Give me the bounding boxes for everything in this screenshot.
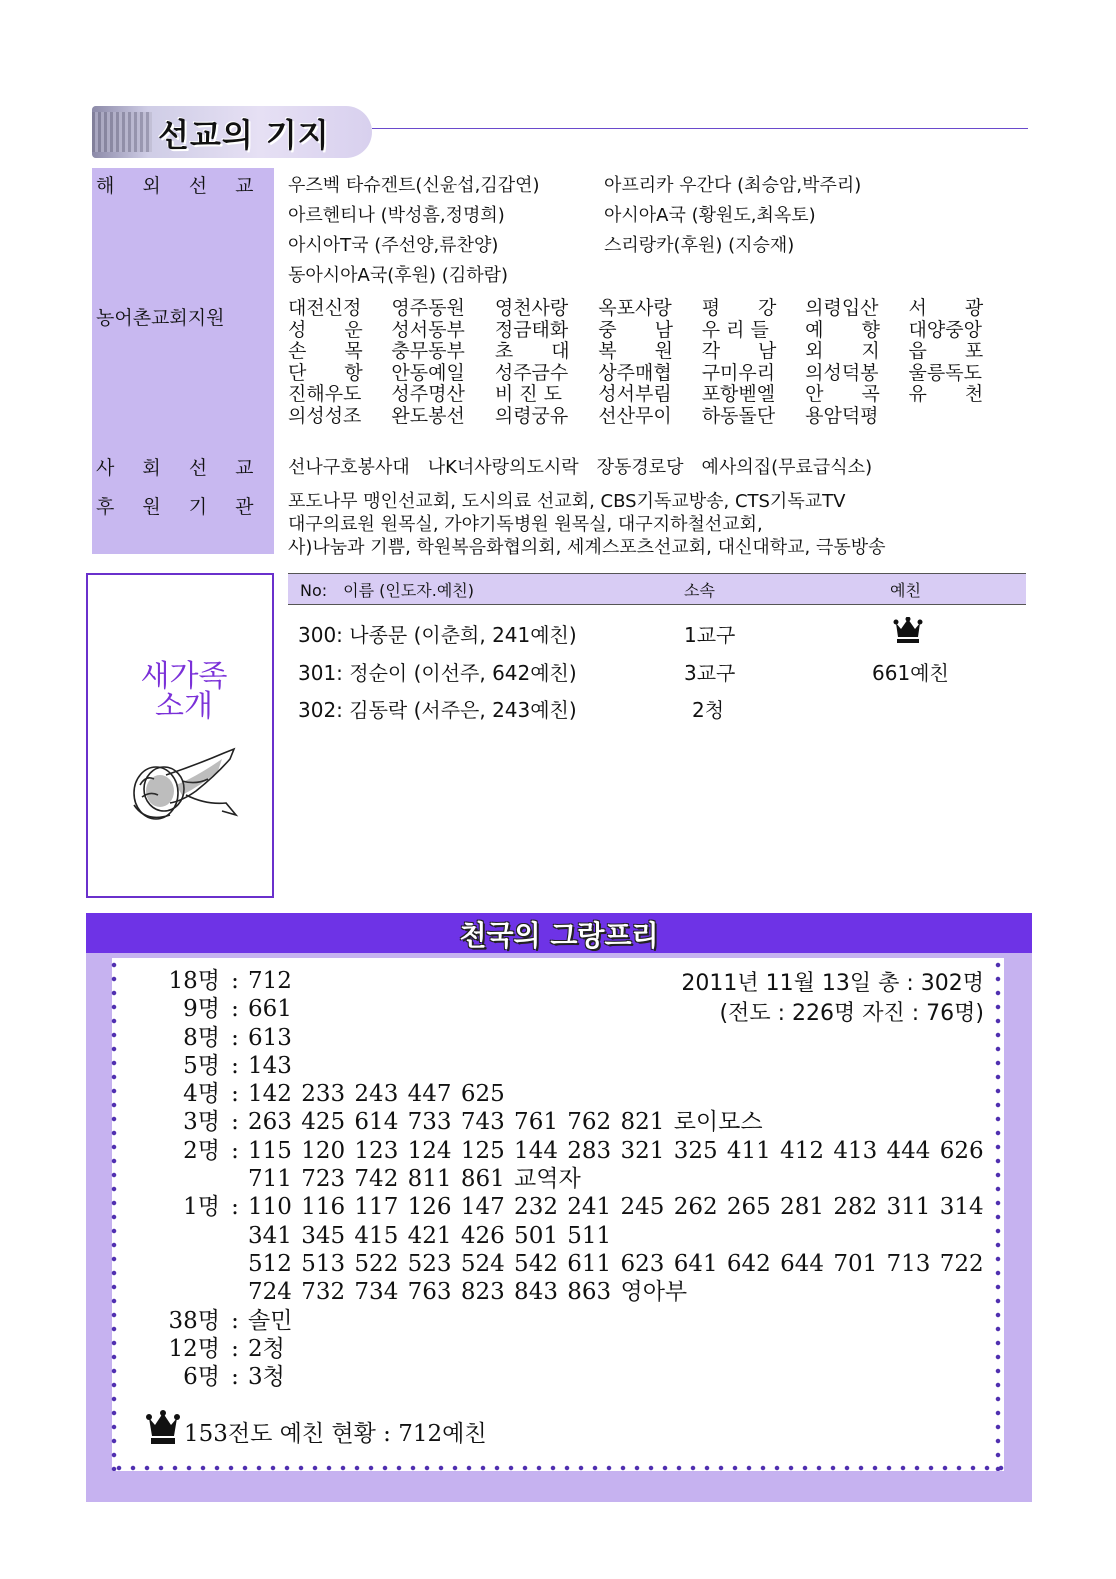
label-support: 후 원 기 관 [96,496,254,518]
grand-prix-line [158,1137,984,1165]
crown-icon [893,617,923,645]
support-line: 대구의료원 원목실, 가야기독병원 원목실, 대구지하철선교회, [288,514,763,535]
new-family-row-group: 3교구 [684,661,736,685]
rural-church-name: 영주동원 [391,297,465,319]
page-title: 선교의 기지 [158,116,330,154]
grand-prix-separator: : [231,1109,239,1136]
grand-prix-count: 12명 [168,1335,220,1362]
rural-row [288,406,1012,428]
rural-row [288,384,1012,406]
rural-church-name: 상주매협 [598,361,672,384]
grand-prix-values: 솔민 [248,1307,293,1334]
grand-prix-line [158,1250,984,1278]
overseas-item: 우즈벡 타슈겐트(신윤섭,김갑연) [288,175,540,196]
dotted-border-bottom [112,1464,1004,1472]
grand-prix-count: 8명 [183,1024,220,1051]
dotted-border-left [110,958,118,1471]
rural-church-name: 우 리 들 [701,318,769,341]
rural-church-grid [288,298,1012,428]
rural-church-name: 평 강 [701,297,777,319]
grand-prix-values: 3청 [248,1364,285,1391]
support-line: 사)나눔과 기쁨, 학원복음화협의회, 세계스포츠선교회, 대신대학교, 극동방송 [288,537,886,558]
rural-row [288,363,1012,385]
grand-prix-separator: : [231,1307,239,1334]
grand-prix-line [158,1193,984,1221]
rural-church-name: 완도봉선 [391,404,465,427]
grand-prix-count: 1명 [183,1194,220,1221]
grand-prix-line [158,1307,984,1335]
grand-prix-count: 38명 [168,1307,220,1334]
rural-church-name: 충무동부 [391,340,465,363]
rural-church-name: 성주금수 [494,361,569,384]
rural-church-name: 유 천 [908,383,984,406]
grand-prix-line [158,1108,984,1136]
grand-prix-separator: : [231,1052,239,1079]
label-social: 사 회 선 교 [96,457,254,479]
grand-prix-date-total: 2011년 11월 13일 총 : 302명 [681,971,984,996]
rural-church-name: 성서부림 [598,383,672,406]
overseas-item: 아프리카 우간다 (최승암,박주리) [604,175,862,196]
grand-prix-list [158,967,984,1391]
rural-church-name: 포항벧엘 [701,383,776,406]
grand-prix-line [158,967,984,995]
rural-church-name: 대전신정 [288,297,362,319]
rural-church-name: 의령입산 [805,297,879,319]
bread-and-fish-icon [126,745,242,827]
grand-prix-values: 263 425 614 733 743 761 762 821 로이모스 [248,1109,763,1136]
overseas-item: 동아시아A국(후원) (김하람) [288,265,509,286]
grand-prix-separator: : [231,1081,239,1108]
social-mission-text: 선나구호봉사대 나K너사랑의도시락 장동경로당 예사의집(무료급식소) [288,457,873,478]
rural-church-name: 초 대 [494,340,570,363]
grand-prix-line [158,1335,984,1363]
grand-prix-line [158,1363,984,1391]
grand-prix-separator: : [231,968,239,994]
grand-prix-count: 2명 [183,1137,220,1164]
new-family-row-group: 1교구 [684,623,736,647]
grand-prix-line [158,1278,984,1306]
overseas-item: 아시아T국 (주선양,류찬양) [288,235,499,256]
rural-church-name: 선산무이 [598,404,672,427]
support-line: 포도나무 맹인선교회, 도시의료 선교회, CBS기독교방송, CTS기독교TV [288,491,846,512]
grand-prix-values: 724 732 734 763 823 843 863 영아부 [248,1279,688,1306]
grand-prix-values: 143 [248,1052,292,1079]
new-family-row-group: 2청 [692,698,725,722]
rural-church-name: 정금태화 [494,318,569,341]
grand-prix-values: 711 723 742 811 861 교역자 [248,1166,581,1193]
new-family-box [86,573,274,898]
grand-prix-values: 661 [248,996,292,1023]
grand-prix-values: 110 116 117 126 147 232 241 245 262 265 281 282 311 314 [248,1194,984,1221]
grand-prix-separator: : [231,1024,239,1051]
rural-row [288,320,1012,342]
rural-church-name: 대양중앙 [908,318,982,341]
grand-prix-line [158,995,984,1023]
rural-church-name: 성 운 [288,318,363,341]
rural-church-name: 용암덕평 [805,404,879,427]
rural-church-name: 손 목 [288,340,363,363]
rural-church-name: 영천사랑 [494,297,569,319]
rural-church-name: 의령궁유 [494,404,569,427]
rural-church-name: 울릉독도 [908,361,982,384]
rural-church-name: 의성덕봉 [805,361,879,384]
grand-prix-line [158,1165,984,1193]
grand-prix-separator: : [231,1364,239,1391]
grand-prix-title: 천국의 그랑프리 [459,919,659,952]
rural-church-name: 단 항 [288,361,363,384]
header-rule [372,128,1028,129]
rural-church-name: 성주명산 [391,383,465,406]
new-family-title: 새가족 소개 [140,659,228,724]
rural-church-name: 옥포사랑 [598,297,672,319]
grand-prix-values: 341 345 415 421 426 501 511 [248,1222,612,1249]
grand-prix-count: 9명 [183,996,220,1023]
rural-church-name: 중 남 [598,318,673,341]
rural-church-name: 서 광 [908,297,984,319]
grand-prix-values: 712 [248,968,292,994]
grand-prix-count: 5명 [183,1052,220,1079]
rural-church-name: 의성성조 [288,404,362,427]
new-family-row-yechin: 661예친 [872,661,949,685]
new-family-row-name: 301: 정순이 (이선주, 642예친) [298,661,577,685]
new-family-row-name: 302: 김동락 (서주은, 243예친) [298,698,577,722]
grand-prix-values: 2청 [248,1335,285,1362]
grand-prix-line [158,1080,984,1108]
grand-prix-breakdown: (전도 : 226명 자진 : 76명) [719,1001,984,1026]
grand-prix-separator: : [231,996,239,1023]
overseas-item: 스리랑카(후원) (지승재) [604,235,795,256]
grand-prix-separator: : [231,1194,239,1221]
header-decoration [92,112,152,152]
rural-church-name: 성서동부 [391,318,465,341]
rural-church-name: 비 진 도 [494,383,562,406]
grand-prix-line [158,1222,984,1250]
grand-prix-separator: : [231,1137,239,1164]
column-header-group: 소속 [684,581,715,600]
crown-icon [146,1410,180,1446]
rural-church-name: 읍 포 [908,340,984,363]
rural-church-name: 외 지 [805,340,880,363]
rural-church-name: 복 원 [598,340,673,363]
rural-church-name: 구미우리 [701,361,776,384]
grand-prix-count: 3명 [183,1109,220,1136]
rural-church-name: 하동돌단 [701,404,776,427]
rural-row [288,298,1012,320]
rural-church-name: 안동예일 [391,361,465,384]
grand-prix-footer: 153전도 예친 현황 : 712예친 [184,1421,487,1447]
rural-church-name [909,406,1012,428]
rural-church-name: 예 향 [805,318,880,341]
new-family-row-name: 300: 나종문 (이춘희, 241예친) [298,623,577,647]
grand-prix-line [158,1052,984,1080]
grand-prix-values: 613 [248,1024,292,1051]
rural-church-name: 안 곡 [805,383,880,406]
grand-prix-line [158,1024,984,1052]
label-rural: 농어촌교회지원 [96,307,225,329]
column-header-name: No: 이름 (인도자.예친) [300,581,474,600]
label-overseas: 해 외 선 교 [96,175,254,197]
column-header-yechin: 예친 [890,581,921,600]
overseas-item: 아르헨티나 (박성흠,정명희) [288,205,505,226]
grand-prix-separator: : [231,1335,239,1362]
dotted-border-right [994,958,1002,1471]
grand-prix-values: 142 233 243 447 625 [248,1081,505,1108]
rural-church-name: 각 남 [701,340,777,363]
grand-prix-values: 115 120 123 124 125 144 283 321 325 411 412 413 444 626 [248,1137,984,1164]
grand-prix-count: 4명 [183,1081,220,1108]
grand-prix-count: 6명 [183,1364,220,1391]
grand-prix-values: 512 513 522 523 524 542 611 623 641 642 644 701 713 722 [248,1250,984,1277]
rural-row [288,341,1012,363]
grand-prix-count: 18명 [168,968,220,994]
rural-church-name: 진해우도 [288,383,362,406]
overseas-item: 아시아A국 (황원도,최옥토) [604,205,816,226]
